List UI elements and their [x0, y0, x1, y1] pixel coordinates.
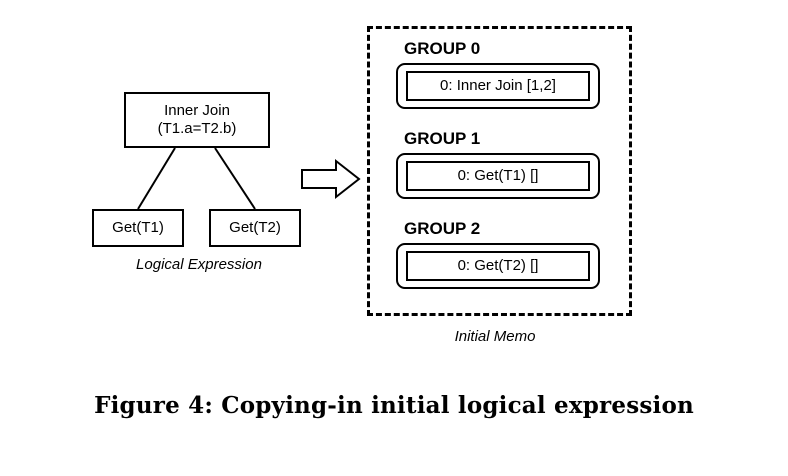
node-get-t2	[209, 209, 301, 247]
memo-container	[367, 26, 632, 316]
memo-group-1-title: GROUP 1	[404, 129, 481, 148]
memo-group-2	[382, 219, 622, 289]
memo-group-2-title: GROUP 2	[404, 219, 481, 238]
memo-caption: Initial Memo	[454, 328, 536, 345]
logical-expression-caption: Logical Expression	[136, 256, 262, 273]
memo-group-1	[382, 129, 622, 199]
node-inner-join-line2: (T1.a=T2.b)	[157, 120, 237, 137]
node-inner-join	[124, 92, 270, 148]
node-get-t1	[92, 209, 184, 247]
memo-group-1-expression: 0: Get(T1) []	[406, 161, 590, 191]
node-inner-join-line1: Inner Join	[164, 102, 230, 119]
right-arrow-icon	[300, 158, 362, 200]
memo-group-1-box	[396, 153, 600, 199]
memo-group-0	[382, 39, 622, 109]
memo-group-0-expression: 0: Inner Join [1,2]	[406, 71, 590, 101]
memo-group-2-expression: 0: Get(T2) []	[406, 251, 590, 281]
memo-group-0-box	[396, 63, 600, 109]
node-get-t1-label: Get(T1)	[112, 219, 164, 236]
figure-caption: Figure 4: Copying-in initial logical expression	[94, 392, 694, 419]
memo-group-0-title: GROUP 0	[404, 39, 481, 58]
memo-group-2-box	[396, 243, 600, 289]
node-get-t2-label: Get(T2)	[229, 219, 281, 236]
